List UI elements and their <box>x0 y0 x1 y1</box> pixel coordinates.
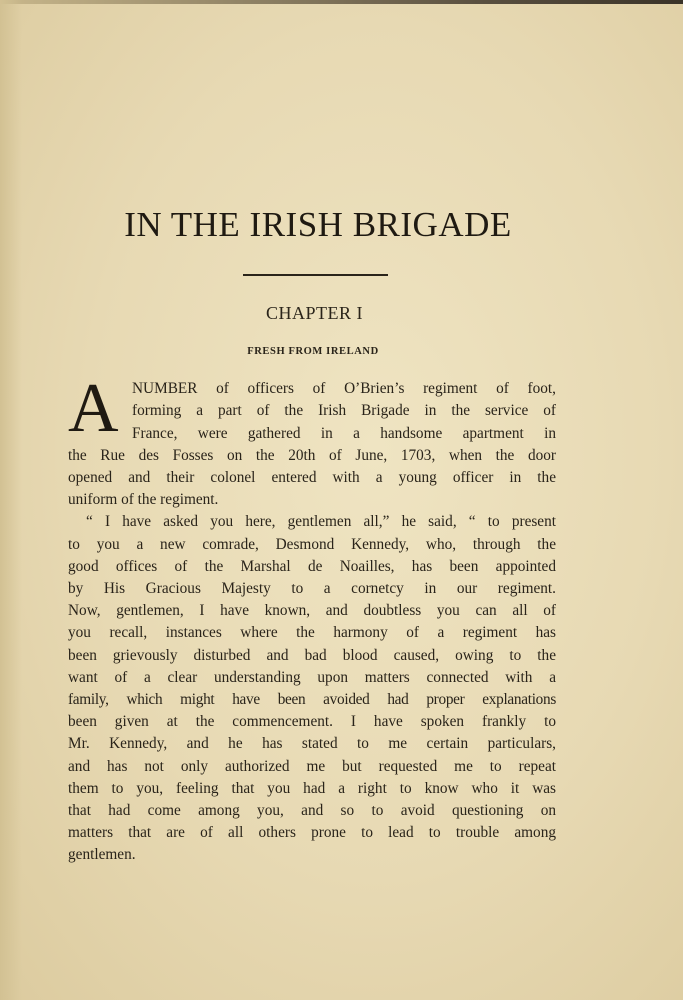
page-top-edge <box>0 0 683 4</box>
text-line: Mr. Kennedy, and he has stated to me certain particulars, <box>68 735 556 752</box>
text-line: that had come among you, and so to avoid questioning on <box>68 802 556 819</box>
text-line: and has not only authorized me but requested me to repeat <box>68 758 556 775</box>
text-line: been given at the commencement. I have spoken frankly to <box>68 713 556 730</box>
drop-cap: A <box>68 370 119 447</box>
text-line: the Rue des Fosses on the 20th of June, 1703, when the door <box>68 447 556 464</box>
text-line: been grievously disturbed and bad blood caused, owing to the <box>68 647 556 664</box>
text-line: want of a clear understanding upon matters connected with a <box>68 669 556 686</box>
text-line: matters that are of all others prone to lead to trouble among <box>68 824 556 841</box>
text-line: by His Gracious Majesty to a cornetcy in our regiment. <box>68 580 556 597</box>
text-line: NUMBER of officers of O’Brien’s regiment of foot, <box>132 380 556 397</box>
text-line: Now, gentlemen, I have known, and doubtless you can all of <box>68 602 556 619</box>
chapter-heading: CHAPTER I <box>265 303 363 323</box>
title-rule <box>243 274 388 276</box>
text-line: you recall, instances where the harmony of a regiment has <box>68 624 556 641</box>
text-line: good offices of the Marshal de Noailles, has been appointed <box>68 558 556 575</box>
text-line: “ I have asked you here, gentlemen all,” he said, “ to present <box>86 513 556 530</box>
text-line: uniform of the regiment. <box>68 491 219 508</box>
text-line: forming a part of the Irish Brigade in the service of <box>132 402 556 419</box>
text-line: family, which might have been avoided had proper explanations <box>68 691 556 708</box>
text-line: to you a new comrade, Desmond Kennedy, who, through the <box>68 536 556 553</box>
text-line: opened and their colonel entered with a young officer in the <box>68 469 556 486</box>
page-gutter-shadow <box>0 0 22 1000</box>
text-line: gentlemen. <box>68 846 136 863</box>
text-line: France, were gathered in a handsome apartment in <box>132 425 556 442</box>
text-line: them to you, feeling that you had a right to know who it was <box>68 780 556 797</box>
book-title: IN THE IRISH BRIGADE <box>124 205 512 244</box>
chapter-subtitle: FRESH FROM IRELAND <box>247 346 379 357</box>
